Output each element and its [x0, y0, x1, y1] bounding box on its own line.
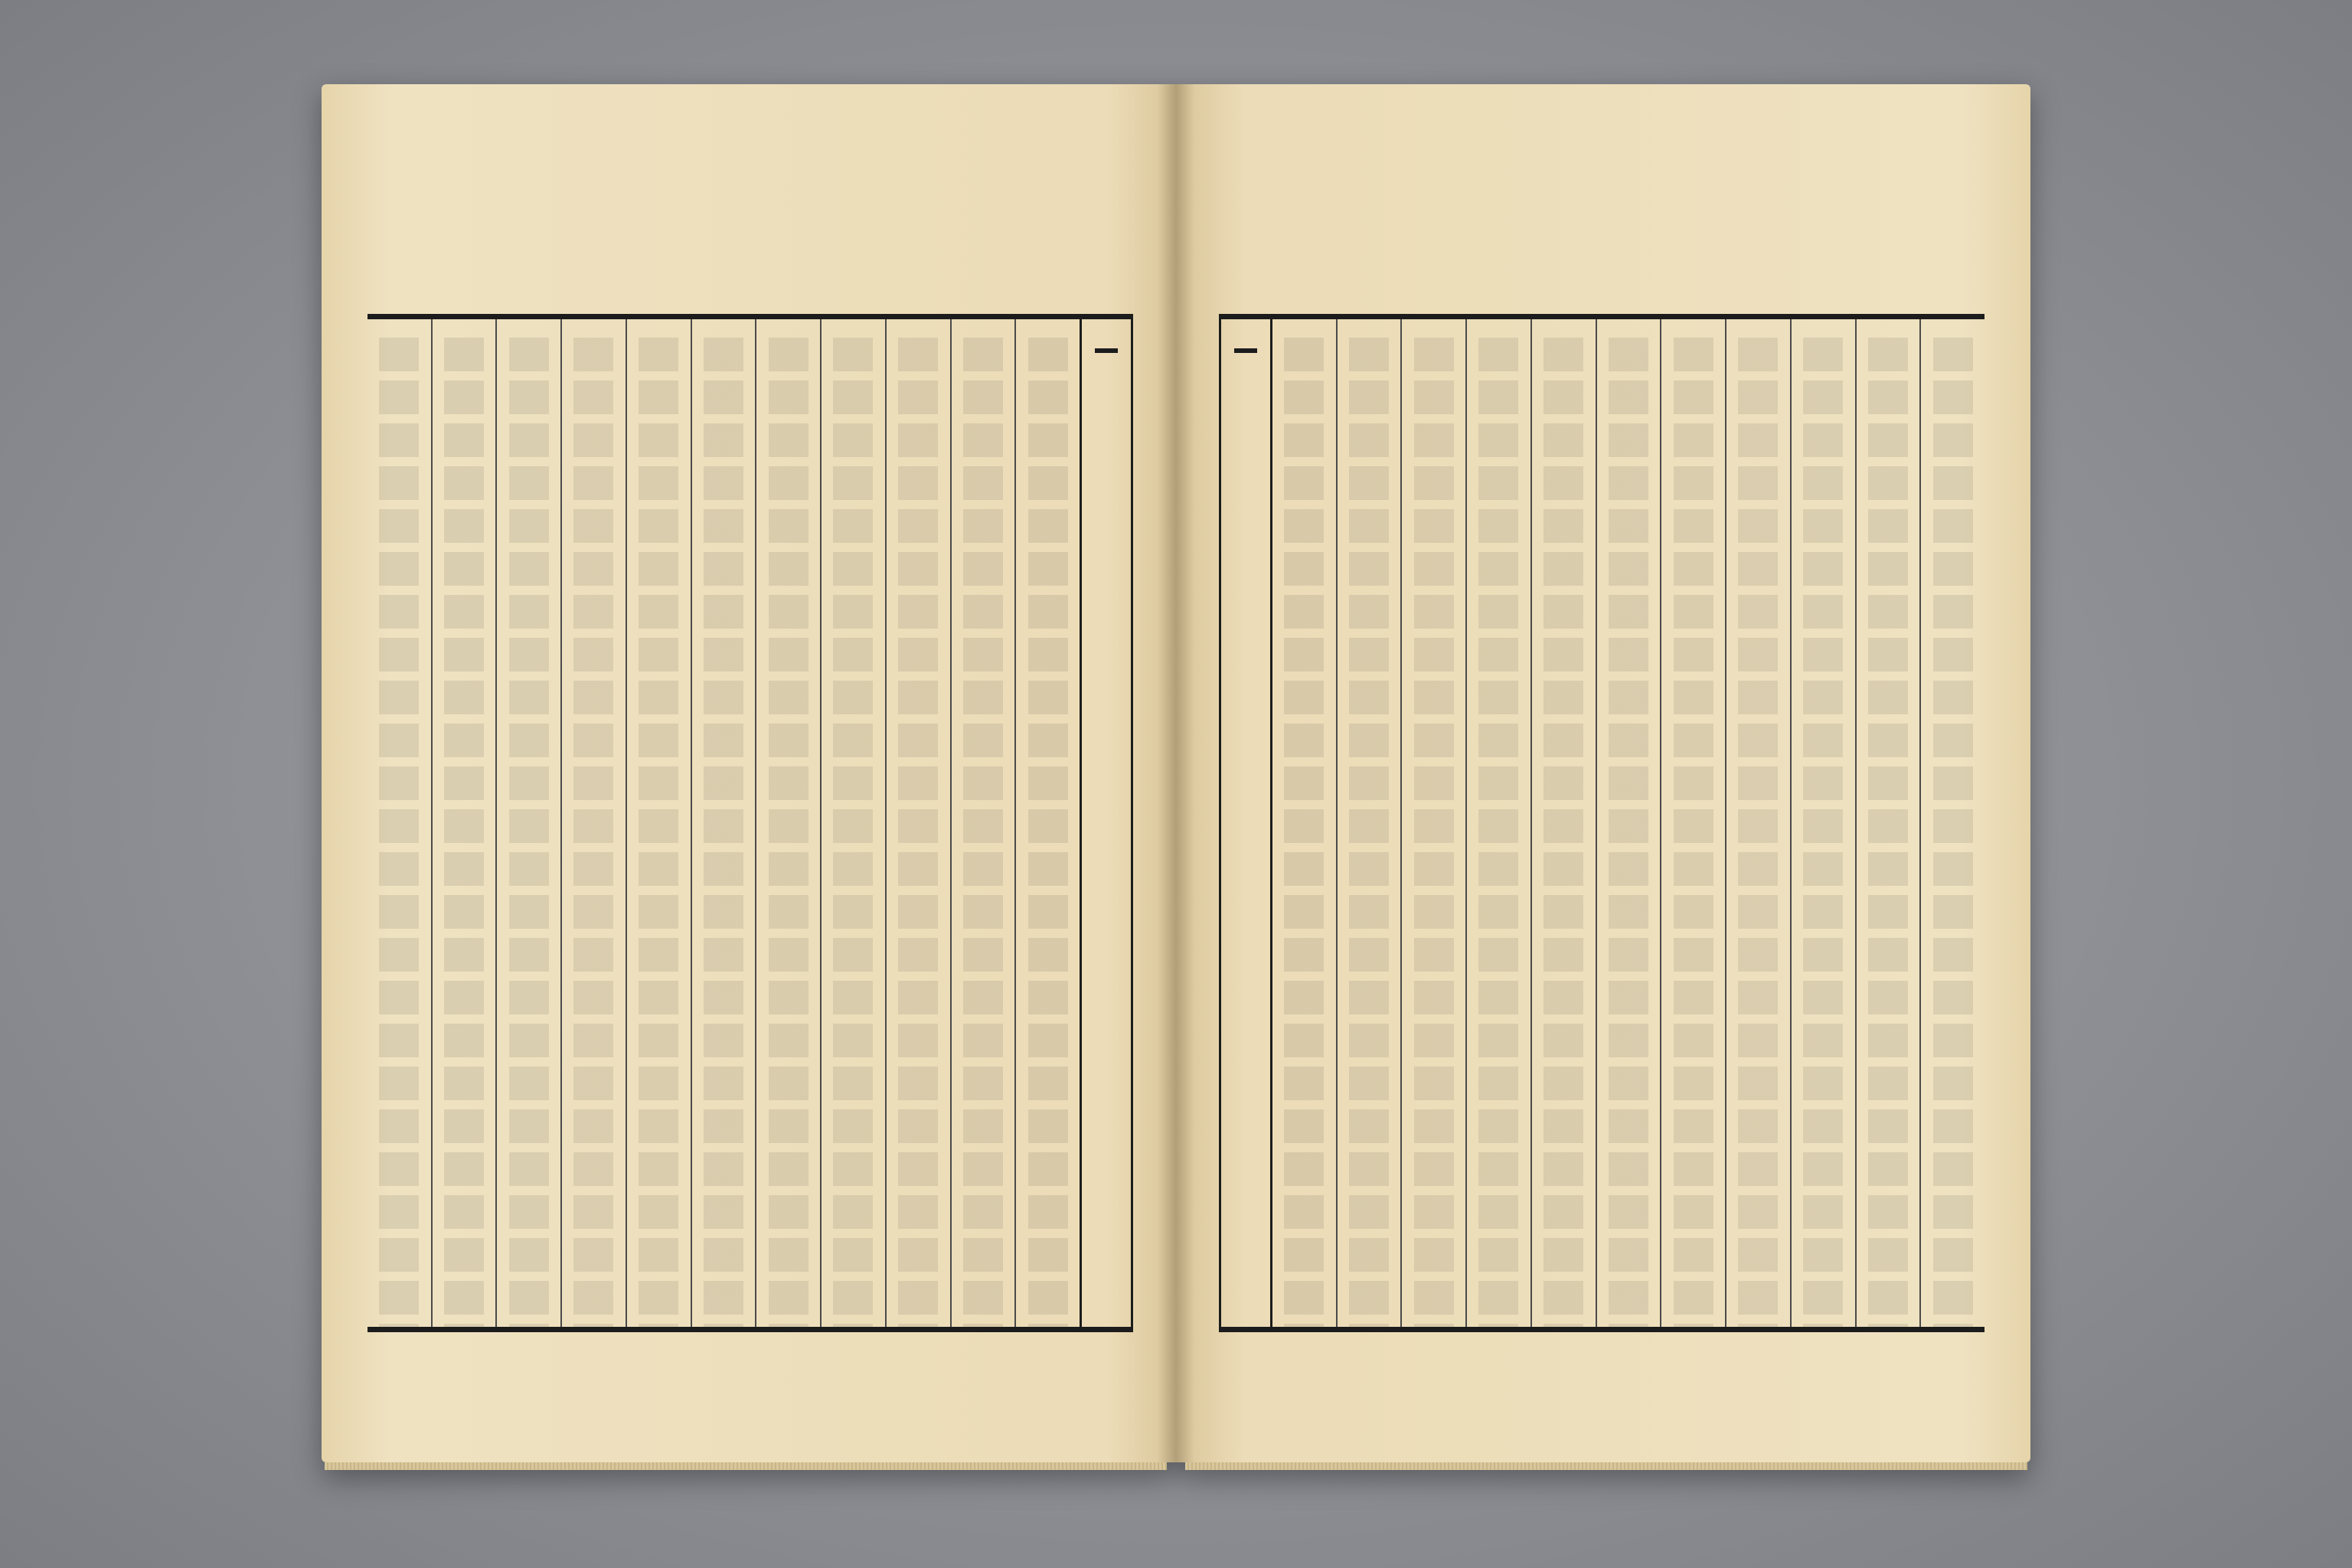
left-text-panel — [368, 314, 1133, 1332]
right-page — [1176, 84, 2030, 1462]
open-book — [322, 84, 2030, 1462]
right-fore-edge-margin — [1219, 319, 1272, 1327]
left-page — [322, 84, 1176, 1462]
text-column — [950, 319, 1015, 1327]
text-column — [368, 319, 431, 1327]
text-column — [1465, 319, 1530, 1327]
text-column — [1790, 319, 1855, 1327]
text-column — [1855, 319, 1920, 1327]
text-column — [1014, 319, 1080, 1327]
text-column — [755, 319, 820, 1327]
left-paper-stack-edge — [325, 1462, 1167, 1470]
fishtail-mark — [1234, 348, 1257, 371]
text-column — [626, 319, 691, 1327]
text-column — [1725, 319, 1790, 1327]
text-column — [1660, 319, 1725, 1327]
right-text-panel — [1219, 314, 1984, 1332]
text-column — [885, 319, 950, 1327]
left-text-columns — [368, 319, 1080, 1327]
fishtail-mark — [1095, 348, 1118, 371]
text-column — [1919, 319, 1984, 1327]
right-paper-stack-edge — [1185, 1462, 2027, 1470]
left-fore-edge-margin — [1080, 319, 1133, 1327]
text-column — [1530, 319, 1596, 1327]
text-column — [691, 319, 756, 1327]
text-column — [1596, 319, 1661, 1327]
text-column — [1336, 319, 1401, 1327]
text-column — [820, 319, 885, 1327]
left-page-gutter-shadow — [1158, 84, 1176, 1462]
right-page-gutter-shadow — [1176, 84, 1194, 1462]
right-text-columns — [1272, 319, 1984, 1327]
text-column — [431, 319, 496, 1327]
text-column — [1272, 319, 1336, 1327]
text-column — [1400, 319, 1465, 1327]
text-column — [495, 319, 560, 1327]
text-column — [560, 319, 626, 1327]
